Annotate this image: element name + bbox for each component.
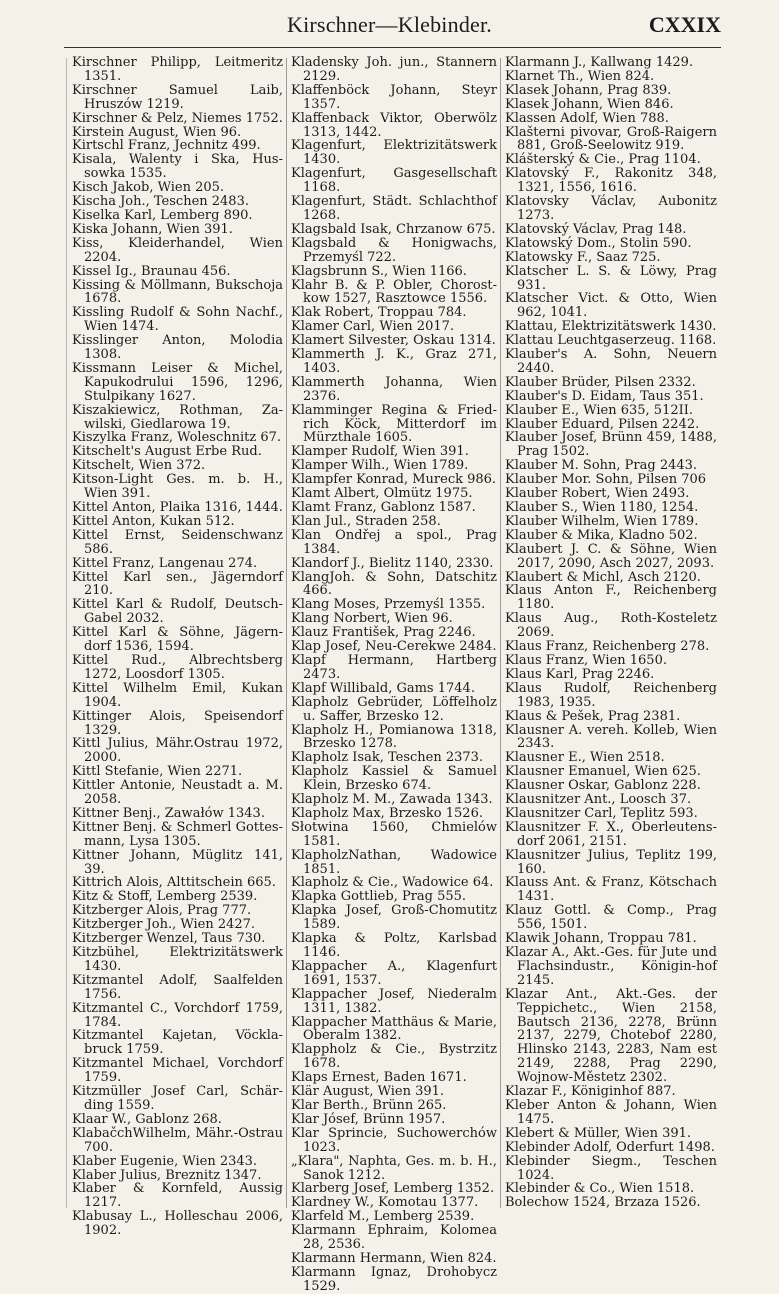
page-title: Kirschner—Klebinder. — [287, 12, 492, 37]
directory-entry: Klawik Johann, Troppau 781. — [505, 931, 697, 947]
directory-entry: Klär August, Wien 391. — [291, 1084, 445, 1100]
directory-entry: Klapholz H., Pomianowa 1318, Brzesko 1278. — [291, 722, 497, 752]
directory-entry: Klarmann J., Kallwang 1429. — [505, 55, 694, 70]
directory-entry: Klapholz Isak, Teschen 2373. — [291, 750, 484, 766]
directory-entry: Klang Norbert, Wien 96. — [291, 611, 453, 627]
directory-entry: Kitzbühel, Elektrizitätswerk 1430. — [72, 945, 283, 974]
directory-entry: Klaus Rudolf, Reichenberg 1983, 1935. — [505, 680, 717, 710]
directory-entry: Kisala, Walenty i Ska, Hus-sowka 1535. — [72, 152, 283, 182]
directory-entry: Kischa Joh., Teschen 2483. — [72, 194, 249, 210]
directory-entry: Klaber & Kornfeld, Aussig 1217. — [72, 1181, 283, 1211]
directory-entry: Klamper Wilh., Wien 1789. — [291, 458, 469, 474]
directory-entry: Klapholz Max, Brzesko 1526. — [291, 805, 483, 821]
directory-entry: Klašterni pivovar, Groß-Raigern 881, Groß-Seelowitz 919. — [505, 124, 717, 154]
directory-entry: Klasek Johann, Wien 846. — [505, 96, 674, 112]
directory-entry: Klaus Aug., Roth-Kosteletz 2069. — [505, 611, 717, 641]
directory-entry: Klapf Hermann, Hartberg 2473. — [291, 652, 497, 682]
directory-entry: Klapholz Kassiel & Samuel Klein, Brzesko 674. — [291, 764, 497, 794]
directory-entry: Klauber & Mika, Kladno 502. — [505, 527, 698, 543]
directory-entry: Słotwina 1560, Chmielów 1581. — [291, 819, 497, 849]
directory-entry: „Klara", Naphta, Ges. m. b. H., Sanok 1212. — [291, 1153, 497, 1183]
directory-entry: Kittl Stefanie, Wien 2271. — [72, 764, 243, 780]
directory-entry: Klaus Karl, Prag 2246. — [505, 666, 655, 682]
directory-entry: Klatovský F., Rakonitz 348, 1321, 1556, 1616. — [505, 166, 717, 196]
directory-entry: Klapka Josef, Groß-Chomutitz 1589. — [291, 903, 497, 933]
directory-entry: KlapholzNathan, Wadowice 1851. — [291, 847, 497, 877]
directory-entry: Klamert Silvester, Oskau 1314. — [291, 333, 496, 349]
directory-entry: Klaubert & Michl, Asch 2120. — [505, 569, 701, 585]
directory-entry: Klausner A. vereh. Kolleb, Wien 2343. — [505, 722, 717, 752]
directory-entry: Kirschner & Pelz, Niemes 1752. — [72, 110, 283, 126]
directory-entry: Klaffenback Viktor, Oberwölz 1313, 1442. — [291, 110, 497, 140]
directory-entry: Klamer Carl, Wien 2017. — [291, 319, 455, 335]
directory-entry: Klauber Mor. Sohn, Pilsen 706 — [505, 472, 707, 488]
column-divider — [500, 58, 501, 1208]
directory-entry: Klapholz & Cie., Wadowice 64. — [291, 875, 494, 891]
directory-entry: Klappacher Matthäus & Marie, Oberalm 1382. — [291, 1014, 497, 1044]
directory-entry: Kittrich Alois, Alttitschein 665. — [72, 875, 276, 891]
directory-entry: Klauber's D. Eidam, Taus 351. — [505, 388, 704, 404]
directory-entry: Klaubert J. C. & Söhne, Wien 2017, 2090, Asch 2027, 2093. — [505, 541, 717, 571]
directory-entry: Klauber E., Wien 635, 512II. — [505, 402, 694, 418]
directory-entry: Klarnet Th., Wien 824. — [505, 68, 655, 84]
directory-entry: Kiszakiewicz, Rothman, Za-wilski, Giedlarowa 19. — [72, 402, 283, 432]
directory-entry: Klagsbald & Honigwachs, Przemyśl 722. — [291, 235, 497, 265]
directory-entry: Klamminger Regina & Fried-rich Köck, Mitterdorf im Mürzthale 1605. — [291, 402, 497, 446]
directory-entry: Klazar A., Akt.-Ges. für Jute und Flachsindustr., Königin-hof 2145. — [505, 945, 717, 988]
directory-entry: Kittel Anton, Plaika 1316, 1444. — [72, 500, 283, 515]
directory-entry: Klaber Julius, Breznitz 1347. — [72, 1167, 262, 1183]
directory-entry: Kittner Johann, Müglitz 141, 39. — [72, 847, 283, 877]
directory-entry: Kittel Rud., Albrechtsberg 1272, Loosdorf 1305. — [72, 652, 283, 682]
directory-entry: Kittner Benj., Zawałów 1343. — [72, 805, 265, 821]
directory-entry: Klauber Eduard, Pilsen 2242. — [505, 416, 700, 432]
directory-entry: Klappacher Josef, Niederalm 1311, 1382. — [291, 986, 497, 1016]
directory-entry: Kitzmantel C., Vorchdorf 1759, 1784. — [72, 1000, 283, 1030]
directory-entry: Klausnitzer Julius, Teplitz 199, 160. — [505, 847, 717, 877]
page-number: CXXIX — [648, 12, 721, 37]
directory-entry: Klausner Oskar, Gablonz 228. — [505, 778, 701, 794]
directory-entry: Klar Jósef, Brünn 1957. — [291, 1111, 446, 1127]
directory-entry: Klaus & Pešek, Prag 2381. — [505, 708, 681, 724]
directory-entry: Kissing & Möllmann, Bukschoja 1678. — [72, 277, 283, 307]
directory-entry: Klardney W., Komotau 1377. — [291, 1195, 479, 1211]
directory-entry: Kisslinger Anton, Molodia 1308. — [72, 333, 283, 363]
directory-entry: Klapka Gottlieb, Prag 555. — [291, 889, 467, 905]
directory-entry: Kleber Anton & Johann, Wien 1475. — [505, 1097, 717, 1127]
directory-entry: KlangJoh. & Sohn, Datschitz 466. — [291, 569, 497, 599]
directory-entry: Klattau Leuchtgaserzeug. 1168. — [505, 333, 717, 349]
directory-entry: Klagsbrunn S., Wien 1166. — [291, 263, 467, 279]
directory-entry: Klang Moses, Przemyśl 1355. — [291, 597, 486, 613]
directory-entry: Kitzberger Wenzel, Taus 730. — [72, 931, 266, 947]
directory-entry: Klap Josef, Neu-Cerekwe 2484. — [291, 639, 497, 655]
directory-entry: Klar Sprincie, Suchowerchów 1023. — [291, 1125, 497, 1155]
directory-entry: Klauber M. Sohn, Prag 2443. — [505, 458, 698, 474]
directory-entry: Klatovský Václav, Prag 148. — [505, 221, 687, 237]
directory-entry: Kitzmantel Michael, Vorchdorf 1759. — [72, 1056, 283, 1086]
directory-entry: Klatscher Vict. & Otto, Wien 962, 1041. — [505, 291, 717, 321]
directory-entry: Kitzmüller Josef Carl, Schär-ding 1559. — [72, 1084, 283, 1113]
directory-entry: Kitschelt's August Erbe Rud. — [72, 444, 262, 460]
directory-entry: Kittel Wilhelm Emil, Kukan 1904. — [72, 680, 283, 710]
directory-entry: Kittel Karl & Söhne, Jägern-dorf 1536, 1594. — [72, 625, 283, 655]
directory-entry: Klamt Franz, Gablonz 1587. — [291, 500, 476, 515]
directory-entry: Kitzmantel Kajetan, Vöckla-bruck 1759. — [72, 1028, 283, 1058]
directory-entry: Klauz František, Prag 2246. — [291, 625, 476, 641]
directory-entry: Kitz & Stoff, Lemberg 2539. — [72, 889, 258, 905]
directory-entry: Kiss, Kleiderhandel, Wien 2204. — [72, 235, 283, 265]
directory-entry: Klazar F., Königinhof 887. — [505, 1084, 676, 1100]
directory-entry: Klatovsky Václav, Aubonitz 1273. — [505, 194, 717, 223]
directory-entry: Klapf Willibald, Gams 1744. — [291, 680, 475, 696]
directory-entry: Kirstein August, Wien 96. — [72, 124, 242, 140]
directory-entry: Klatowsky F., Saaz 725. — [505, 249, 661, 265]
directory-entry: Klapholz Gebrüder, Löffelholz u. Saffer, Brzesko 12. — [291, 694, 497, 724]
directory-entry: Klauber Brüder, Pilsen 2332. — [505, 374, 696, 390]
column-divider — [286, 58, 287, 1208]
directory-entry: Kladensky Joh. jun., Stannern 2129. — [291, 55, 497, 84]
directory-entry: Kisch Jakob, Wien 205. — [72, 180, 225, 196]
directory-entry: Kitzberger Joh., Wien 2427. — [72, 917, 256, 933]
directory-entry: Kittinger Alois, Speisendorf 1329. — [72, 708, 283, 738]
directory-entry: Klauber Josef, Brünn 459, 1488, Prag 1502. — [505, 430, 717, 460]
directory-entry: Klebinder Adolf, Oderfurt 1498. — [505, 1139, 715, 1155]
directory-entry: Kitson-Light Ges. m. b. H., Wien 391. — [72, 472, 283, 502]
directory-entry: Klaus Anton F., Reichenberg 1180. — [505, 583, 717, 613]
directory-entry: Klagenfurt, Städt. Schlachthof 1268. — [291, 194, 497, 223]
directory-entry: Klappholz & Cie., Bystrzitz 1678. — [291, 1042, 497, 1072]
directory-entry: Kiszylka Franz, Woleschnitz 67. — [72, 430, 282, 446]
directory-entry: Klauz Gottl. & Comp., Prag 556, 1501. — [505, 903, 717, 933]
directory-entry: Kittner Benj. & Schmerl Gottes-mann, Lysa 1305. — [72, 819, 283, 849]
directory-entry: Klammerth J. K., Graz 271, 1403. — [291, 347, 497, 376]
directory-entry: Klan Ondřej a spol., Prag 1384. — [291, 527, 497, 557]
directory-entry: Klebinder Siegm., Teschen 1024. — [505, 1153, 717, 1183]
directory-entry: Klagenfurt, Gasgesellschaft 1168. — [291, 166, 497, 196]
directory-entry: Klaus Franz, Reichenberg 278. — [505, 639, 710, 655]
directory-entry: Klauber Robert, Wien 2493. — [505, 486, 690, 502]
directory-entry: Kissmann Leiser & Michel, Kapukodrului 1596, 1296, Stulpikany 1627. — [72, 360, 283, 404]
directory-entry: Klauber's A. Sohn, Neuern 2440. — [505, 347, 717, 376]
directory-entry: Kittel Anton, Kukan 512. — [72, 513, 235, 529]
column-3 — [505, 56, 717, 1236]
directory-entry: Kitschelt, Wien 372. — [72, 458, 206, 474]
margin-line — [66, 58, 67, 1208]
directory-entry: Klamt Albert, Olmütz 1975. — [291, 486, 473, 502]
directory-entry: Kissling Rudolf & Sohn Nachf., Wien 1474. — [72, 305, 283, 335]
directory-entry: Klarmann Hermann, Wien 824. — [291, 1250, 497, 1266]
directory-entry: Kiska Johann, Wien 391. — [72, 221, 233, 237]
directory-entry: Klamper Rudolf, Wien 391. — [291, 444, 469, 460]
directory-entry: Kittel Ernst, Seidenschwanz 586. — [72, 527, 283, 557]
directory-entry: Kirtschl Franz, Jechnitz 499. — [72, 138, 261, 154]
directory-entry: KlabačchWilhelm, Mähr.-Ostrau 700. — [72, 1125, 283, 1155]
directory-entry: Klandorf J., Bielitz 1140, 2330. — [291, 555, 494, 571]
directory-entry: Kissel Ig., Braunau 456. — [72, 263, 231, 279]
directory-entry: Klabusay L., Holleschau 2006, 1902. — [72, 1209, 283, 1239]
directory-entry: Klattau, Elektrizitätswerk 1430. — [505, 319, 717, 335]
directory-entry: Klebinder & Co., Wien 1518. — [505, 1181, 695, 1197]
directory-entry: Klauss Ant. & Franz, Kötschach 1431. — [505, 875, 717, 905]
page-header — [0, 10, 779, 42]
directory-entry: Klaps Ernest, Baden 1671. — [291, 1070, 467, 1086]
directory-entry: Klampfer Konrad, Mureck 986. — [291, 472, 497, 488]
directory-entry: Klaus Franz, Wien 1650. — [505, 652, 667, 668]
directory-entry: Kiselka Karl, Lemberg 890. — [72, 207, 253, 223]
directory-entry: Klausnitzer Carl, Teplitz 593. — [505, 805, 698, 821]
directory-entry: Klan Jul., Straden 258. — [291, 513, 441, 529]
directory-entry: Klarberg Josef, Lemberg 1352. — [291, 1181, 495, 1197]
directory-entry: Kittel Franz, Langenau 274. — [72, 555, 258, 571]
directory-entry: Klaber Eugenie, Wien 2343. — [72, 1153, 258, 1169]
directory-entry: Kirschner Philipp, Leitmeritz 1351. — [72, 55, 283, 84]
directory-entry: Kitzmantel Adolf, Saalfelden 1756. — [72, 972, 283, 1002]
directory-entry: Klagsbald Isak, Chrzanow 675. — [291, 221, 496, 237]
directory-entry: Klassen Adolf, Wien 788. — [505, 110, 669, 126]
directory-entry: Klarfeld M., Lemberg 2539. — [291, 1209, 475, 1225]
directory-entry: Klauber S., Wien 1180, 1254. — [505, 500, 699, 515]
directory-entry: Klatscher L. S. & Löwy, Prag 931. — [505, 263, 717, 293]
directory-entry: Klausnitzer Ant., Loosch 37. — [505, 792, 692, 808]
directory-entry: Klak Robert, Troppau 784. — [291, 305, 467, 321]
directory-entry: Kittel Karl sen., Jägerndorf 210. — [72, 569, 283, 599]
directory-entry: Kitzberger Alois, Prag 777. — [72, 903, 252, 919]
directory-entry: Kirschner Samuel Laib, Hruszów 1219. — [72, 82, 283, 112]
directory-entry: Klagenfurt, Elektrizitätswerk 1430. — [291, 138, 497, 168]
directory-entry: Klammerth Johanna, Wien 2376. — [291, 374, 497, 404]
directory-entry: Klapka & Poltz, Karlsbad 1146. — [291, 931, 497, 960]
directory-entry: Klappacher A., Klagenfurt 1691, 1537. — [291, 958, 497, 988]
directory-entry: Klauber Wilhelm, Wien 1789. — [505, 513, 699, 529]
directory-entry: Kittler Antonie, Neustadt a. M. 2058. — [72, 778, 283, 808]
column-1 — [72, 55, 283, 1239]
directory-entry: Klarmann Ephraim, Kolomea 28, 2536. — [291, 1223, 497, 1253]
directory-entry: Klášterský & Cie., Prag 1104. — [505, 152, 701, 168]
directory-entry: Klaffenböck Johann, Steyr 1357. — [291, 82, 497, 112]
directory-entry: Bolechow 1524, Brzaza 1526. — [505, 1195, 701, 1211]
directory-entry: Klahr B. & P. Obler, Chorost-kow 1527, Rasztowce 1556. — [291, 277, 497, 307]
column-2 — [291, 55, 497, 1294]
header-rule — [64, 47, 721, 48]
directory-entry: Klaar W., Gablonz 268. — [72, 1111, 222, 1127]
directory-entry: Klausnitzer F. X., Oberleutens-dorf 2061, 2151. — [505, 819, 717, 849]
directory-entry: Klapholz M. M., Zawada 1343. — [291, 792, 493, 808]
directory-entry: Klatowský Dom., Stolin 590. — [505, 235, 692, 251]
directory-entry: Kittl Julius, Mähr.Ostrau 1972, 2000. — [72, 736, 283, 766]
directory-entry: Klausner E., Wien 2518. — [505, 750, 665, 766]
directory-entry: Klausner Emanuel, Wien 625. — [505, 764, 701, 780]
directory-entry: Klarmann Ignaz, Drohobycz 1529. — [291, 1264, 497, 1294]
directory-entry: Kittel Karl & Rudolf, Deutsch-Gabel 2032. — [72, 597, 283, 627]
directory-entry: Klasek Johann, Prag 839. — [505, 82, 672, 98]
directory-entry: Klazar Ant., Akt.-Ges. der Teppichetc., Wien 2158, Bautsch 2136, 2278, Brünn 2137, 2279, Chotebof 2280, Hlinsko 2143, 2283, Nam est 2149, 2288, Prag 2290, Wojnow-Městetz 2302. — [505, 986, 717, 1086]
directory-entry: Klebert & Müller, Wien 391. — [505, 1125, 692, 1141]
directory-entry: Klar Berth., Brünn 265. — [291, 1097, 447, 1113]
